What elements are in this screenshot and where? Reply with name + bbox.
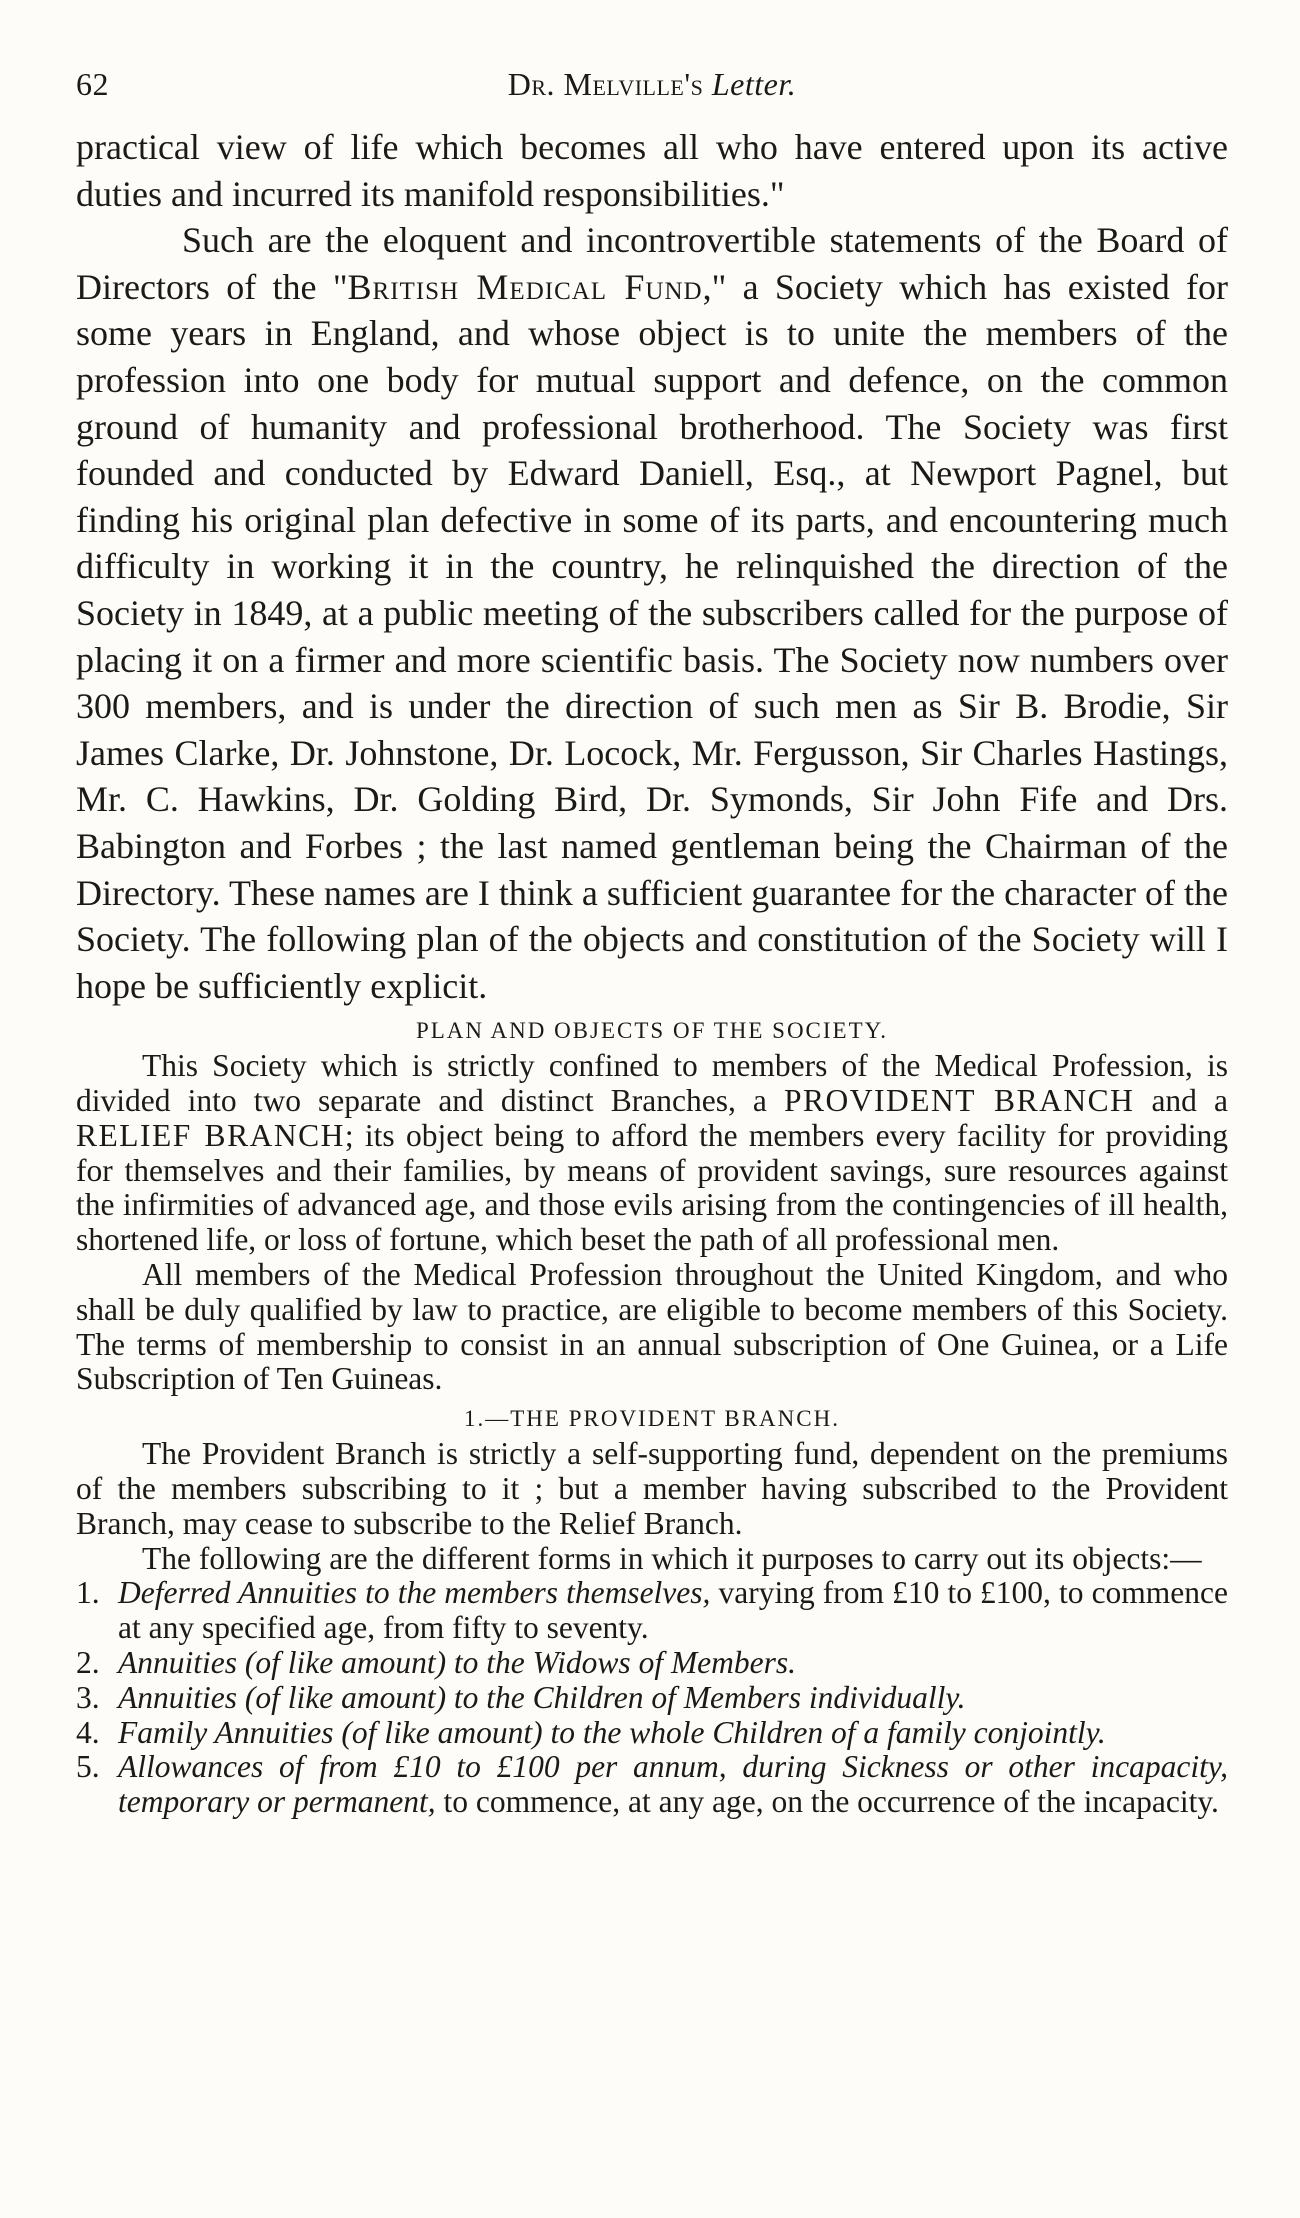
list-item (76, 1576, 1228, 1646)
list-item-text (118, 1646, 1228, 1681)
section-heading-provident: 1.—THE PROVIDENT BRANCH. (464, 1406, 840, 1432)
list-item-italic: Deferred Annuities to the members themselves, (118, 1575, 711, 1611)
membership-paragraph: All members of the Medical Profession throughout the United Kingdom, and who shall be duly qualified by law to practice, are eligible to become members of this Society. The terms of membership to consist in an annual subscription of One Guinea, or a Life Subscription of Ten Guineas. (76, 1257, 1228, 1397)
list-item (76, 1750, 1228, 1820)
provident-branch-name: PROVIDENT BRANCH (784, 1083, 1135, 1119)
provident-section (76, 1437, 1228, 1576)
list-item-roman: varying from £10 to £100, to commence at any specified age, from fifty to seventy. (118, 1575, 1228, 1646)
list-item-roman: to commence, at any age, on the occurrence of the incapacity. (435, 1784, 1219, 1820)
paragraph-continued: practical view of life which becomes all who have entered upon its active duties and incurred its manifold responsibilities." (76, 127, 1228, 214)
list-item-text (118, 1716, 1228, 1751)
paragraph-text: This Society which is strictly confined to members of the Medical Profession, is divided into two separate and distinct Branches, a (76, 1048, 1228, 1119)
list-item-number: 1. (76, 1575, 100, 1611)
paragraph-text: Such are the eloquent and incontrovertible statements of the Board of Directors of the " (76, 220, 1228, 307)
list-item (76, 1716, 1228, 1751)
list-item (76, 1681, 1228, 1716)
list-item-text (118, 1750, 1228, 1820)
main-text (76, 124, 1228, 1009)
running-title-author: Dr. Melville's (507, 66, 704, 102)
plan-section (76, 1049, 1228, 1397)
provident-objects-list (76, 1576, 1228, 1820)
list-item-italic: Annuities (of like amount) to the Children of Members individually. (118, 1679, 966, 1715)
plan-paragraph (76, 1049, 1228, 1258)
running-header (76, 66, 1228, 124)
list-item-text (118, 1681, 1228, 1716)
list-item-number: 3. (76, 1679, 100, 1715)
list-item-number: 2. (76, 1645, 100, 1681)
running-title-letter: Letter. (711, 66, 797, 102)
forms-intro-paragraph: The following are the different forms in which it purposes to carry out its objects:— (142, 1540, 1202, 1576)
relief-branch-name: RELIEF BRANCH (76, 1117, 345, 1153)
list-item-text (118, 1576, 1228, 1646)
section-heading-plan: PLAN AND OBJECTS OF THE SOCIETY. (415, 1018, 889, 1044)
list-item-italic: Family Annuities (of like amount) to the whole Children of a family conjointly. (118, 1714, 1106, 1750)
paragraph-text: ; its object being to afford the members every facility for providing for themselves and their families, by means of provident savings, sure resources against the infirmities of advanced age, and those evils arising from the contingencies of ill health, shortened life, or loss of fortune, which beset the path of all professional men. (76, 1117, 1228, 1258)
paragraph-text: and a (1134, 1083, 1229, 1119)
page-number: 62 (76, 66, 109, 102)
list-item (76, 1646, 1228, 1681)
paragraph-text: ," a Society which has existed for some years in England, and whose object is to unite the members of the profession into one body for mutual support and defence, on the common ground of humanity and professional brotherhood. The Society was first founded and conducted by Edward Daniell, Esq., at Newport Pagnel, but finding his original plan defective in some of its parts, and encountering much difficulty in working it in the country, he relinquished the direction of the Society in 1849, at a public meeting of the subscribers called for the purpose of placing it on a firmer and more scientific basis. The Society now numbers over 300 members, and is under the direction of such men as Sir B. Brodie, Sir James Clarke, Dr. Johnstone, Dr. Locock, Mr. Fergusson, Sir Charles Hastings, Mr. C. Hawkins, Dr. Golding Bird, Dr. Symonds, Sir John Fife and Drs. Babington and Forbes ; the last named gentleman being the Chairman of the Directory. These names are I think a sufficient guarantee for the character of the Society. The following plan of the objects and constitution of the Society will I hope be sufficiently explicit. (76, 266, 1228, 1006)
provident-paragraph: The Provident Branch is strictly a self-supporting fund, dependent on the premiums of the members subscribing to it ; but a member having subscribed to the Provident Branch, may cease to subscribe to the Relief Branch. (76, 1436, 1228, 1541)
paragraph-british-medical-fund (76, 217, 1228, 1009)
list-item-number: 5. (76, 1749, 100, 1785)
list-item-italic: Allowances of from £10 to £100 per annum, during Sickness or other incapacity, temporary or permanent, (118, 1749, 1228, 1820)
running-title (166, 66, 1228, 103)
society-name: British Medical Fund (347, 266, 703, 307)
list-item-italic: Annuities (of like amount) to the Widows of Members. (118, 1645, 797, 1681)
list-item-number: 4. (76, 1714, 100, 1750)
